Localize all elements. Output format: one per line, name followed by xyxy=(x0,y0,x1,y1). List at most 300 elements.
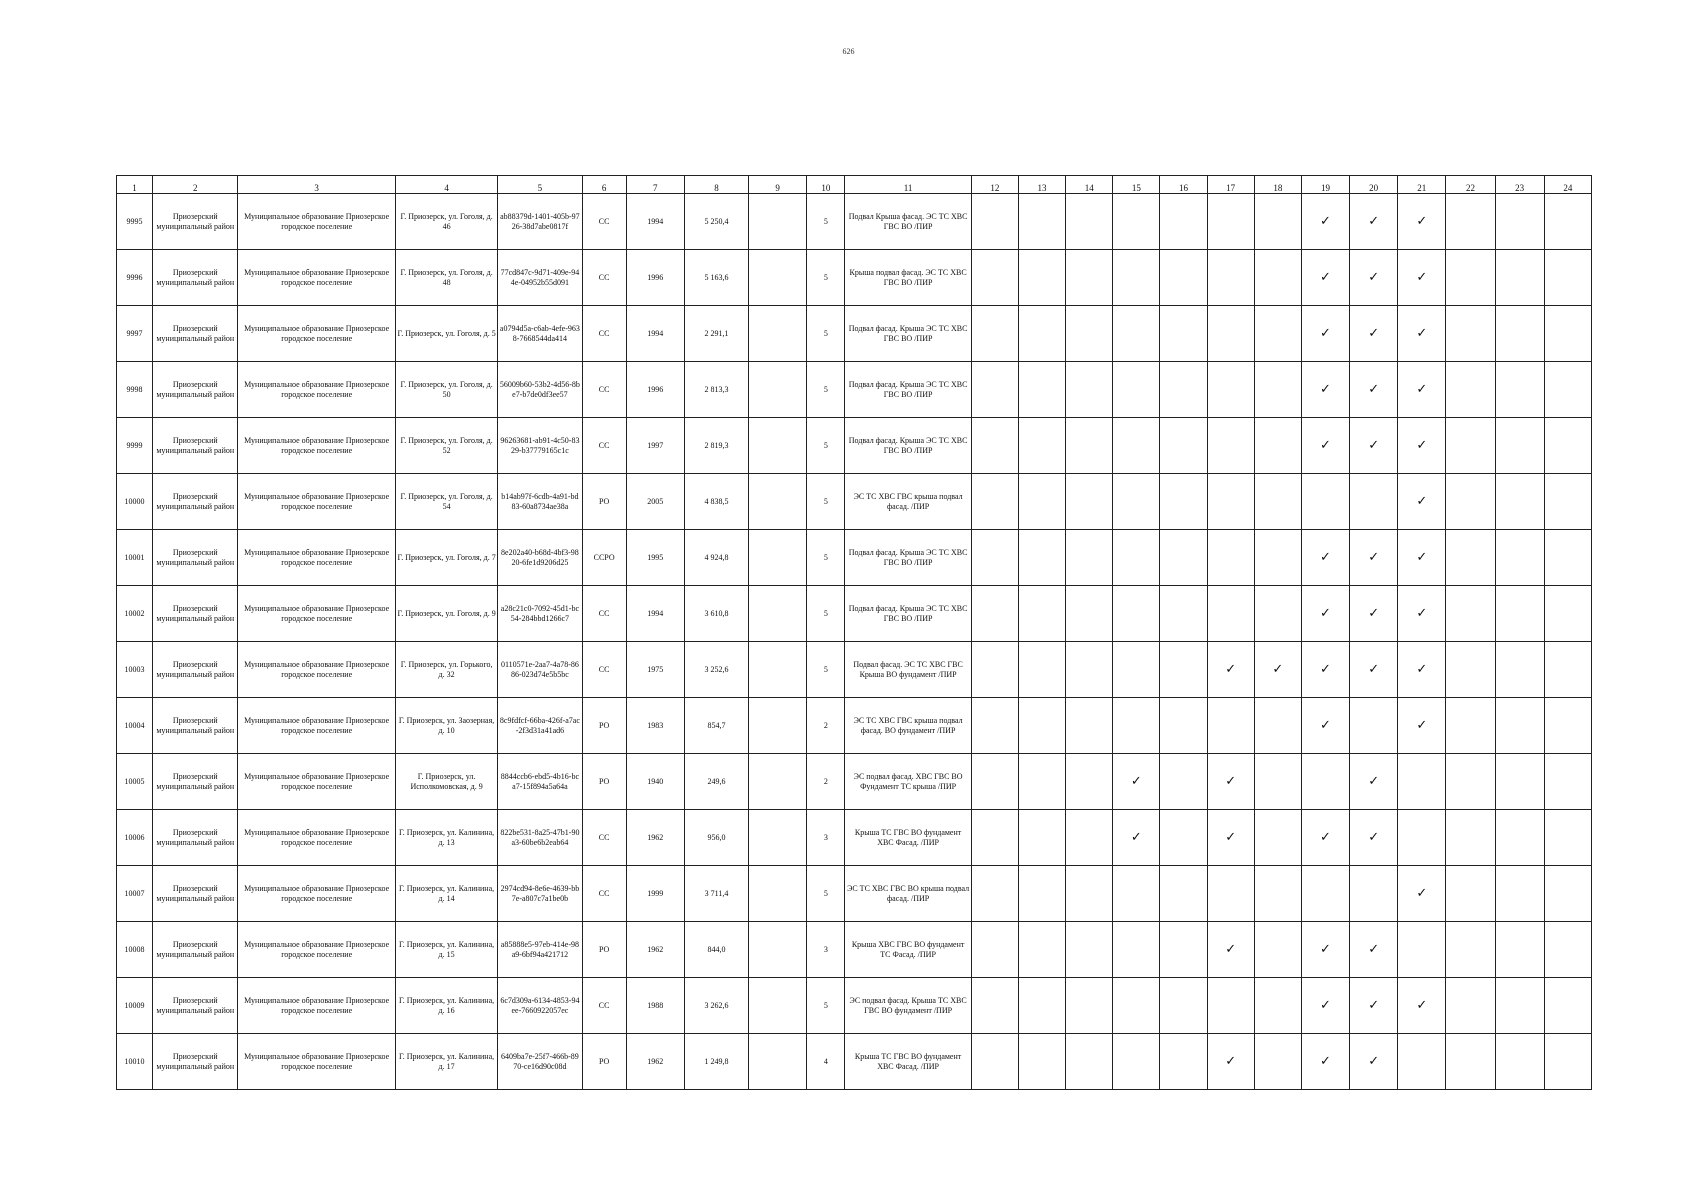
work-cell-col-21 xyxy=(1398,362,1446,418)
work-cell-col-18 xyxy=(1254,362,1301,418)
floor-count: 3 xyxy=(807,810,845,866)
house-guid: 0110571e-2aa7-4a78-8686-023d74e5b5bc xyxy=(498,642,582,698)
work-cell-col-15 xyxy=(1113,810,1160,866)
checkmark-icon: ✓ xyxy=(1320,270,1331,285)
checkmark-icon: ✓ xyxy=(1320,1054,1331,1069)
work-cell-col-17 xyxy=(1207,194,1254,250)
work-cell-col-21 xyxy=(1398,810,1446,866)
district-name: Приозерский муниципальный район xyxy=(153,362,238,418)
work-cell-col-23 xyxy=(1495,530,1544,586)
wall-material: РО xyxy=(582,754,626,810)
total-area: 956,0 xyxy=(684,810,748,866)
column-9-value xyxy=(749,306,807,362)
wall-material: СС xyxy=(582,306,626,362)
construction-year: 1975 xyxy=(626,642,684,698)
work-cell-col-12 xyxy=(971,978,1018,1034)
checkmark-icon: ✓ xyxy=(1130,830,1142,845)
column-number-1: 1 xyxy=(117,176,153,194)
column-number-9: 9 xyxy=(749,176,807,194)
table-row xyxy=(117,474,1592,530)
work-cell-col-21 xyxy=(1398,866,1446,922)
work-types: ЭС подвал фасад. Крыша ТС ХВС ГВС ВО фундамент /ПИР xyxy=(845,978,971,1034)
work-cell-col-16 xyxy=(1160,418,1207,474)
wall-material: СС xyxy=(582,586,626,642)
work-cell-col-17 xyxy=(1207,474,1254,530)
work-cell-col-19 xyxy=(1301,474,1349,530)
work-cell-col-21 xyxy=(1398,698,1446,754)
work-cell-col-18 xyxy=(1254,418,1301,474)
work-cell-col-22 xyxy=(1446,530,1495,586)
work-cell-col-13 xyxy=(1018,418,1065,474)
checkmark-icon: ✓ xyxy=(1416,606,1428,621)
checkmark-icon: ✓ xyxy=(1416,886,1428,901)
work-cell-col-15 xyxy=(1113,754,1160,810)
column-9-value xyxy=(749,698,807,754)
work-cell-col-15 xyxy=(1113,1034,1160,1090)
work-cell-col-24 xyxy=(1544,642,1591,698)
column-number-21: 21 xyxy=(1398,176,1446,194)
municipality-name: Муниципальное образование Приозерское городское поселение xyxy=(238,586,396,642)
work-cell-col-15 xyxy=(1113,698,1160,754)
work-cell-col-22 xyxy=(1446,306,1495,362)
municipality-name: Муниципальное образование Приозерское городское поселение xyxy=(238,754,396,810)
checkmark-icon: ✓ xyxy=(1368,214,1380,229)
column-9-value xyxy=(749,474,807,530)
district-name: Приозерский муниципальный район xyxy=(153,474,238,530)
work-cell-col-21 xyxy=(1398,586,1446,642)
wall-material: СС xyxy=(582,194,626,250)
work-cell-col-17 xyxy=(1207,642,1254,698)
construction-year: 1994 xyxy=(626,306,684,362)
page-number: 626 xyxy=(842,47,855,56)
table-row xyxy=(117,698,1592,754)
work-cell-col-21 xyxy=(1398,194,1446,250)
work-cell-col-20 xyxy=(1350,698,1398,754)
floor-count: 5 xyxy=(807,194,845,250)
column-number-20: 20 xyxy=(1350,176,1398,194)
column-number-3: 3 xyxy=(238,176,396,194)
work-cell-col-16 xyxy=(1160,810,1207,866)
table-row xyxy=(117,586,1592,642)
construction-year: 1994 xyxy=(626,194,684,250)
work-cell-col-12 xyxy=(971,810,1018,866)
checkmark-icon: ✓ xyxy=(1225,942,1237,957)
work-cell-col-18 xyxy=(1254,754,1301,810)
work-cell-col-17 xyxy=(1207,418,1254,474)
work-types: ЭС ТС ХВС ГВС крыша подвал фасад. ВО фундамент /ПИР xyxy=(845,698,971,754)
total-area: 2 291,1 xyxy=(684,306,748,362)
house-guid: a28c21c0-7092-45d1-bc54-284bbd1266c7 xyxy=(498,586,582,642)
work-cell-col-12 xyxy=(971,586,1018,642)
work-cell-col-17 xyxy=(1207,586,1254,642)
wall-material: СС xyxy=(582,642,626,698)
checkmark-icon: ✓ xyxy=(1416,550,1428,565)
work-cell-col-12 xyxy=(971,250,1018,306)
work-cell-col-19 xyxy=(1301,250,1349,306)
house-address: Г. Приозерск, ул. Исполкомовская, д. 9 xyxy=(395,754,497,810)
column-number-12: 12 xyxy=(971,176,1018,194)
total-area: 5 163,6 xyxy=(684,250,748,306)
work-types: Подвал Крыша фасад. ЭС ТС ХВС ГВС ВО /ПИР xyxy=(845,194,971,250)
work-cell-col-12 xyxy=(971,754,1018,810)
work-cell-col-14 xyxy=(1066,922,1113,978)
work-cell-col-18 xyxy=(1254,250,1301,306)
work-cell-col-23 xyxy=(1495,810,1544,866)
work-cell-col-15 xyxy=(1113,306,1160,362)
total-area: 1 249,8 xyxy=(684,1034,748,1090)
work-cell-col-24 xyxy=(1544,530,1591,586)
district-name: Приозерский муниципальный район xyxy=(153,306,238,362)
work-cell-col-21 xyxy=(1398,250,1446,306)
house-guid: ab88379d-1401-405b-9726-38d7abe0817f xyxy=(498,194,582,250)
checkmark-icon: ✓ xyxy=(1416,326,1428,341)
work-cell-col-17 xyxy=(1207,866,1254,922)
work-cell-col-18 xyxy=(1254,194,1301,250)
work-cell-col-15 xyxy=(1113,250,1160,306)
municipality-name: Муниципальное образование Приозерское городское поселение xyxy=(238,698,396,754)
work-cell-col-19 xyxy=(1301,866,1349,922)
work-cell-col-24 xyxy=(1544,1034,1591,1090)
work-cell-col-24 xyxy=(1544,474,1591,530)
work-cell-col-13 xyxy=(1018,642,1065,698)
construction-year: 1983 xyxy=(626,698,684,754)
house-guid: 8c9fdfcf-66ba-426f-a7ac-2f3d31a41ad6 xyxy=(498,698,582,754)
work-cell-col-22 xyxy=(1446,978,1495,1034)
checkmark-icon: ✓ xyxy=(1225,774,1237,789)
total-area: 5 250,4 xyxy=(684,194,748,250)
work-cell-col-19 xyxy=(1301,530,1349,586)
work-cell-col-21 xyxy=(1398,642,1446,698)
municipality-name: Муниципальное образование Приозерское городское поселение xyxy=(238,866,396,922)
work-cell-col-23 xyxy=(1495,698,1544,754)
table-row xyxy=(117,642,1592,698)
work-cell-col-23 xyxy=(1495,1034,1544,1090)
work-cell-col-14 xyxy=(1066,642,1113,698)
work-cell-col-12 xyxy=(971,642,1018,698)
checkmark-icon: ✓ xyxy=(1416,438,1428,453)
house-guid: 96263681-ab91-4c50-8329-b37779165c1c xyxy=(498,418,582,474)
work-cell-col-23 xyxy=(1495,250,1544,306)
work-cell-col-16 xyxy=(1160,642,1207,698)
work-cell-col-15 xyxy=(1113,642,1160,698)
total-area: 249,6 xyxy=(684,754,748,810)
house-address: Г. Приозерск, ул. Гоголя, д. 46 xyxy=(395,194,497,250)
total-area: 3 252,6 xyxy=(684,642,748,698)
row-number: 10001 xyxy=(117,530,153,586)
total-area: 2 813,3 xyxy=(684,362,748,418)
house-address: Г. Приозерск, ул. Гоголя, д. 52 xyxy=(395,418,497,474)
work-cell-col-17 xyxy=(1207,754,1254,810)
column-number-16: 16 xyxy=(1160,176,1207,194)
work-cell-col-12 xyxy=(971,362,1018,418)
work-cell-col-22 xyxy=(1446,698,1495,754)
work-cell-col-15 xyxy=(1113,418,1160,474)
municipality-name: Муниципальное образование Приозерское городское поселение xyxy=(238,474,396,530)
column-number-2: 2 xyxy=(153,176,238,194)
work-cell-col-13 xyxy=(1018,754,1065,810)
checkmark-icon: ✓ xyxy=(1368,326,1380,341)
total-area: 4 838,5 xyxy=(684,474,748,530)
work-cell-col-17 xyxy=(1207,530,1254,586)
construction-year: 1962 xyxy=(626,1034,684,1090)
work-cell-col-19 xyxy=(1301,418,1349,474)
column-9-value xyxy=(749,810,807,866)
work-cell-col-13 xyxy=(1018,978,1065,1034)
work-cell-col-19 xyxy=(1301,698,1349,754)
work-cell-col-21 xyxy=(1398,474,1446,530)
total-area: 4 924,8 xyxy=(684,530,748,586)
work-cell-col-24 xyxy=(1544,922,1591,978)
checkmark-icon: ✓ xyxy=(1320,998,1331,1013)
work-cell-col-16 xyxy=(1160,474,1207,530)
house-address: Г. Приозерск, ул. Калинина, д. 17 xyxy=(395,1034,497,1090)
total-area: 3 262,6 xyxy=(684,978,748,1034)
column-9-value xyxy=(749,586,807,642)
work-cell-col-21 xyxy=(1398,1034,1446,1090)
work-cell-col-22 xyxy=(1446,642,1495,698)
table-row xyxy=(117,250,1592,306)
municipality-name: Муниципальное образование Приозерское городское поселение xyxy=(238,978,396,1034)
work-cell-col-20 xyxy=(1350,754,1398,810)
work-cell-col-23 xyxy=(1495,978,1544,1034)
floor-count: 5 xyxy=(807,250,845,306)
column-number-7: 7 xyxy=(626,176,684,194)
construction-year: 1962 xyxy=(626,810,684,866)
checkmark-icon: ✓ xyxy=(1130,774,1142,789)
total-area: 3 610,8 xyxy=(684,586,748,642)
row-number: 9996 xyxy=(117,250,153,306)
district-name: Приозерский муниципальный район xyxy=(153,418,238,474)
municipality-name: Муниципальное образование Приозерское городское поселение xyxy=(238,1034,396,1090)
wall-material: СС xyxy=(582,418,626,474)
wall-material: СС xyxy=(582,250,626,306)
work-cell-col-18 xyxy=(1254,306,1301,362)
district-name: Приозерский муниципальный район xyxy=(153,698,238,754)
column-number-17: 17 xyxy=(1207,176,1254,194)
work-cell-col-14 xyxy=(1066,250,1113,306)
work-cell-col-13 xyxy=(1018,474,1065,530)
municipality-name: Муниципальное образование Приозерское городское поселение xyxy=(238,642,396,698)
work-cell-col-16 xyxy=(1160,978,1207,1034)
construction-year: 1997 xyxy=(626,418,684,474)
checkmark-icon: ✓ xyxy=(1272,662,1284,677)
row-number: 10003 xyxy=(117,642,153,698)
checkmark-icon: ✓ xyxy=(1320,326,1331,341)
work-types: Подвал фасад. Крыша ЭС ТС ХВС ГВС ВО /ПИР xyxy=(845,530,971,586)
work-cell-col-13 xyxy=(1018,586,1065,642)
work-cell-col-18 xyxy=(1254,922,1301,978)
work-cell-col-13 xyxy=(1018,194,1065,250)
table-row xyxy=(117,1034,1592,1090)
municipality-name: Муниципальное образование Приозерское городское поселение xyxy=(238,250,396,306)
house-guid: 77cd847c-9d71-409e-944e-04952b55d091 xyxy=(498,250,582,306)
district-name: Приозерский муниципальный район xyxy=(153,250,238,306)
column-9-value xyxy=(749,418,807,474)
checkmark-icon: ✓ xyxy=(1320,830,1331,845)
wall-material: РО xyxy=(582,1034,626,1090)
floor-count: 3 xyxy=(807,922,845,978)
house-guid: 6409ba7e-25f7-466b-8970-ce16d90c08d xyxy=(498,1034,582,1090)
row-number: 10004 xyxy=(117,698,153,754)
work-cell-col-15 xyxy=(1113,978,1160,1034)
checkmark-icon: ✓ xyxy=(1320,438,1331,453)
work-cell-col-14 xyxy=(1066,698,1113,754)
wall-material: СС xyxy=(582,810,626,866)
column-number-22: 22 xyxy=(1446,176,1495,194)
construction-year: 1940 xyxy=(626,754,684,810)
work-cell-col-12 xyxy=(971,530,1018,586)
work-cell-col-19 xyxy=(1301,306,1349,362)
floor-count: 2 xyxy=(807,754,845,810)
house-guid: a0794d5a-c6ab-4efe-9638-7668544da414 xyxy=(498,306,582,362)
work-cell-col-18 xyxy=(1254,586,1301,642)
checkmark-icon: ✓ xyxy=(1225,830,1237,845)
column-number-row xyxy=(117,176,1592,194)
checkmark-icon: ✓ xyxy=(1320,382,1331,397)
work-cell-col-12 xyxy=(971,306,1018,362)
work-types: Крыша ТС ГВС ВО фундамент ХВС Фасад. /ПИР xyxy=(845,810,971,866)
work-cell-col-13 xyxy=(1018,866,1065,922)
floor-count: 5 xyxy=(807,306,845,362)
work-cell-col-16 xyxy=(1160,922,1207,978)
row-number: 10005 xyxy=(117,754,153,810)
work-cell-col-22 xyxy=(1446,474,1495,530)
municipality-name: Муниципальное образование Приозерское городское поселение xyxy=(238,194,396,250)
district-name: Приозерский муниципальный район xyxy=(153,922,238,978)
district-name: Приозерский муниципальный район xyxy=(153,754,238,810)
work-cell-col-20 xyxy=(1350,418,1398,474)
checkmark-icon: ✓ xyxy=(1368,774,1380,789)
floor-count: 5 xyxy=(807,978,845,1034)
work-cell-col-24 xyxy=(1544,194,1591,250)
work-cell-col-24 xyxy=(1544,586,1591,642)
total-area: 844,0 xyxy=(684,922,748,978)
work-types: Подвал фасад. Крыша ЭС ТС ХВС ГВС ВО /ПИР xyxy=(845,362,971,418)
work-cell-col-12 xyxy=(971,922,1018,978)
house-address: Г. Приозерск, ул. Гоголя, д. 7 xyxy=(395,530,497,586)
work-cell-col-21 xyxy=(1398,306,1446,362)
column-number-8: 8 xyxy=(684,176,748,194)
work-cell-col-14 xyxy=(1066,978,1113,1034)
table-row xyxy=(117,362,1592,418)
work-cell-col-14 xyxy=(1066,362,1113,418)
construction-year: 2005 xyxy=(626,474,684,530)
house-guid: b14ab97f-6cdb-4a91-bd83-60a8734ae38a xyxy=(498,474,582,530)
work-cell-col-24 xyxy=(1544,250,1591,306)
district-name: Приозерский муниципальный район xyxy=(153,194,238,250)
work-cell-col-20 xyxy=(1350,474,1398,530)
work-cell-col-20 xyxy=(1350,1034,1398,1090)
column-number-24: 24 xyxy=(1544,176,1591,194)
work-cell-col-23 xyxy=(1495,306,1544,362)
house-address: Г. Приозерск, ул. Калинина, д. 13 xyxy=(395,810,497,866)
work-cell-col-14 xyxy=(1066,866,1113,922)
house-address: Г. Приозерск, ул. Заозерная, д. 10 xyxy=(395,698,497,754)
work-cell-col-22 xyxy=(1446,586,1495,642)
column-number-15: 15 xyxy=(1113,176,1160,194)
checkmark-icon: ✓ xyxy=(1368,942,1380,957)
work-cell-col-13 xyxy=(1018,698,1065,754)
construction-year: 1994 xyxy=(626,586,684,642)
municipality-name: Муниципальное образование Приозерское городское поселение xyxy=(238,418,396,474)
work-cell-col-14 xyxy=(1066,1034,1113,1090)
work-cell-col-12 xyxy=(971,194,1018,250)
column-9-value xyxy=(749,978,807,1034)
work-cell-col-14 xyxy=(1066,194,1113,250)
table-row xyxy=(117,866,1592,922)
floor-count: 5 xyxy=(807,530,845,586)
work-cell-col-14 xyxy=(1066,754,1113,810)
work-cell-col-17 xyxy=(1207,250,1254,306)
work-cell-col-22 xyxy=(1446,1034,1495,1090)
checkmark-icon: ✓ xyxy=(1320,606,1331,621)
house-guid: 6c7d309a-6134-4853-94ee-7660922057ec xyxy=(498,978,582,1034)
work-cell-col-12 xyxy=(971,418,1018,474)
work-cell-col-18 xyxy=(1254,978,1301,1034)
house-guid: 822be531-8a25-47b1-90a3-60be6b2eab64 xyxy=(498,810,582,866)
work-cell-col-22 xyxy=(1446,250,1495,306)
checkmark-icon: ✓ xyxy=(1368,438,1380,453)
row-number: 9999 xyxy=(117,418,153,474)
construction-year: 1995 xyxy=(626,530,684,586)
floor-count: 5 xyxy=(807,642,845,698)
row-number: 9995 xyxy=(117,194,153,250)
checkmark-icon: ✓ xyxy=(1416,662,1428,677)
house-address: Г. Приозерск, ул. Калинина, д. 15 xyxy=(395,922,497,978)
checkmark-icon: ✓ xyxy=(1368,550,1380,565)
work-cell-col-13 xyxy=(1018,362,1065,418)
column-9-value xyxy=(749,866,807,922)
work-cell-col-18 xyxy=(1254,474,1301,530)
column-number-11: 11 xyxy=(845,176,971,194)
wall-material: СС xyxy=(582,978,626,1034)
work-cell-col-20 xyxy=(1350,642,1398,698)
total-area: 854,7 xyxy=(684,698,748,754)
checkmark-icon: ✓ xyxy=(1225,662,1237,677)
work-cell-col-23 xyxy=(1495,194,1544,250)
work-cell-col-24 xyxy=(1544,362,1591,418)
checkmark-icon: ✓ xyxy=(1320,942,1331,957)
work-cell-col-17 xyxy=(1207,922,1254,978)
checkmark-icon: ✓ xyxy=(1416,382,1428,397)
row-number: 10002 xyxy=(117,586,153,642)
district-name: Приозерский муниципальный район xyxy=(153,1034,238,1090)
total-area: 3 711,4 xyxy=(684,866,748,922)
work-types: Подвал фасад. ЭС ТС ХВС ГВС Крыша ВО фундамент /ПИР xyxy=(845,642,971,698)
work-cell-col-19 xyxy=(1301,642,1349,698)
table-row xyxy=(117,530,1592,586)
work-cell-col-15 xyxy=(1113,922,1160,978)
housing-register-table xyxy=(116,175,1592,1090)
checkmark-icon: ✓ xyxy=(1368,1054,1380,1069)
house-guid: 8e202a40-b68d-4bf3-9820-6fe1d9206d25 xyxy=(498,530,582,586)
municipality-name: Муниципальное образование Приозерское городское поселение xyxy=(238,810,396,866)
work-cell-col-16 xyxy=(1160,866,1207,922)
work-cell-col-16 xyxy=(1160,306,1207,362)
table-row xyxy=(117,306,1592,362)
checkmark-icon: ✓ xyxy=(1416,270,1428,285)
total-area: 2 819,3 xyxy=(684,418,748,474)
row-number: 10000 xyxy=(117,474,153,530)
work-cell-col-18 xyxy=(1254,642,1301,698)
work-cell-col-21 xyxy=(1398,754,1446,810)
work-cell-col-17 xyxy=(1207,306,1254,362)
wall-material: ССРО xyxy=(582,530,626,586)
work-types: ЭС подвал фасад. ХВС ГВС ВО Фундамент ТС крыша /ПИР xyxy=(845,754,971,810)
work-cell-col-20 xyxy=(1350,978,1398,1034)
district-name: Приозерский муниципальный район xyxy=(153,586,238,642)
work-cell-col-20 xyxy=(1350,586,1398,642)
